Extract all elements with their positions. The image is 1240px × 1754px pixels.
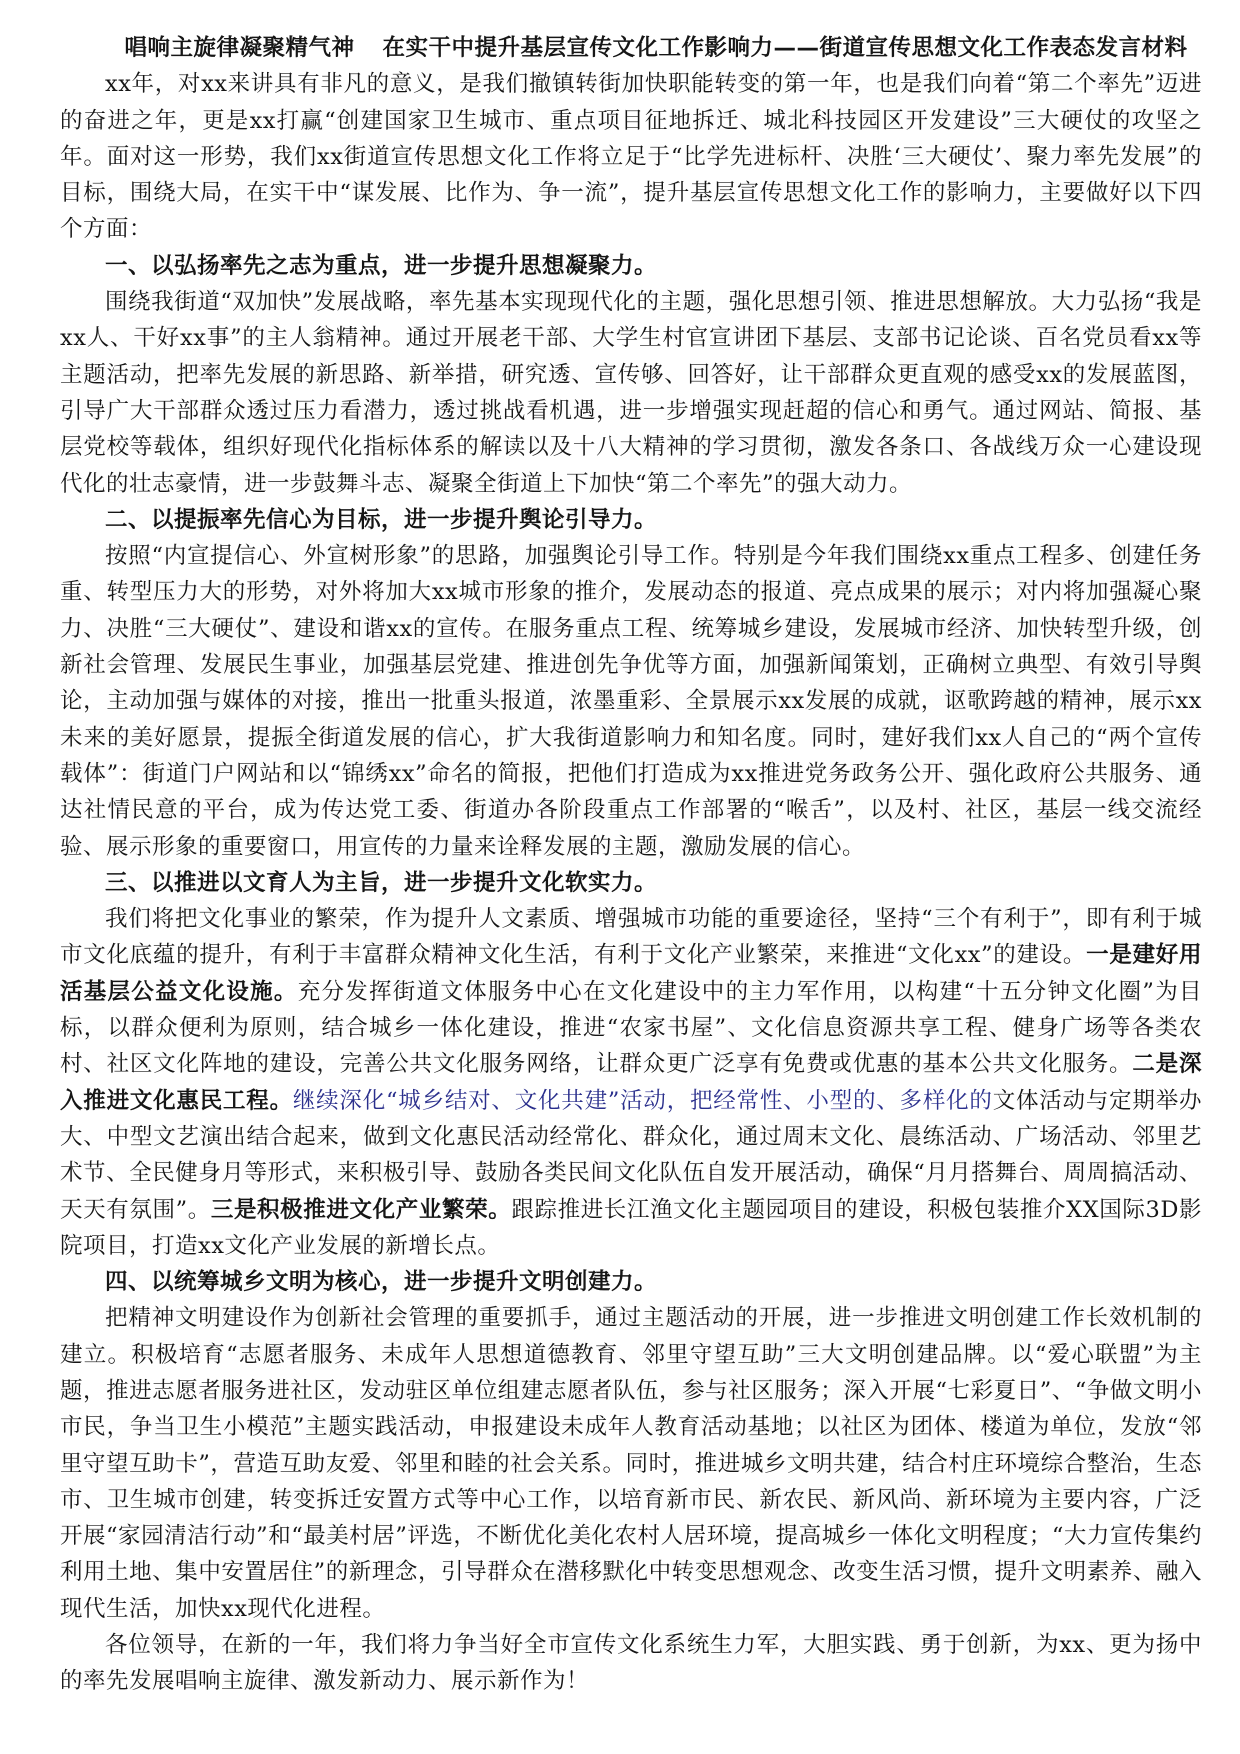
section-3-point-2: 二是深入推进文化惠民工程。 (60, 1051, 1202, 1114)
document-title (60, 30, 1202, 66)
section-3-text-b: 充分发挥街道文体服务中心在文化建设中的主力军作用，以构建“十五分钟文化圈”为目标，以群众便利为原则，结合城乡一体化建设，推进“农家书屋”、文化信息资源共享工程、健身广场等各类农村、社区文化阵地的建设，完善公共文化服务网络，让群众更广泛享有免费或优惠的基本公共文化服务。 (60, 978, 1202, 1078)
section-1-heading: 一、以弘扬率先之志为重点，进一步提升思想凝聚力。 (105, 252, 658, 279)
section-3-text-a: 我们将把文化事业的繁荣，作为提升人文素质、增强城市功能的重要途径，坚持“三个有利于”，即有利于城市文化底蕴的提升，有利于丰富群众精神文化生活，有利于文化产业繁荣，来推进“文化xx”的建设。 (60, 906, 1202, 969)
section-3-point-1: 一是建好用活基层公益文化设施。 (60, 942, 1202, 1005)
title-part-1: 唱响主旋律凝聚精气神 (124, 35, 355, 61)
intro-paragraph: xx年，对xx来讲具有非凡的意义，是我们撤镇转街加快职能转变的第一年，也是我们向着“第二个率先”迈进的奋进之年，更是xx打赢“创建国家卫生城市、重点项目征地拆迁、城北科技园区开发建设”三大硬仗的攻坚之年。面对这一形势，我们xx街道宣传思想文化工作将立足于“比学先进标杆、决胜‘三大硬仗’、聚力率先发展”的目标，围绕大局，在实干中“谋发展、比作为、争一流”，提升基层宣传思想文化工作的影响力，主要做好以下四个方面： (60, 71, 1202, 243)
title-part-2: 在实干中提升基层宣传文化工作影响力——街道宣传思想文化工作表态发言材料 (382, 35, 1188, 61)
section-4-heading: 四、以统筹城乡文明为核心，进一步提升文明创建力。 (105, 1269, 658, 1296)
document-page (60, 30, 1202, 1700)
section-3-point-3: 三是积极推进文化产业繁荣。 (210, 1196, 512, 1223)
closing-paragraph: 各位领导，在新的一年，我们将力争当好全市宣传文化系统生力军，大胆实践、勇于创新，为xx、更为扬中的率先发展唱响主旋律、激发新动力、展示新作为！ (60, 1632, 1202, 1695)
section-2-paragraph: 按照“内宣提信心、外宣树形象”的思路，加强舆论引导工作。特别是今年我们围绕xx重点工程多、创建任务重、转型压力大的形势，对外将加大xx城市形象的推介，发展动态的报道、亮点成果的展示；对内将加强凝心聚力、决胜“三大硬仗”、建设和谐xx的宣传。在服务重点工程、统筹城乡建设，发展城市经济、加快转型升级，创新社会管理、发展民生事业，加强基层党建、推进创先争优等方面，加强新闻策划，正确树立典型、有效引导舆论，主动加强与媒体的对接，推出一批重头报道，浓墨重彩、全景展示xx发展的成就，讴歌跨越的精神，展示xx未来的美好愿景，提振全街道发展的信心，扩大我街道影响力和知名度。同时，建好我们xx人自己的“两个宣传载体”：街道门户网站和以“锦绣xx”命名的简报，把他们打造成为xx推进党务政务公开、强化政府公共服务、通达社情民意的平台，成为传达党工委、街道办各阶段重点工作部署的“喉舌”，以及村、社区，基层一线交流经验、展示形象的重要窗口，用宣传的力量来诠释发展的主题，激励发展的信心。 (60, 543, 1202, 860)
section-3-text-c-highlight: 继续深化“城乡结对、文化共建”活动，把经常性、小型的、多样化的 (292, 1087, 993, 1114)
section-4-paragraph: 把精神文明建设作为创新社会管理的重要抓手，通过主题活动的开展，进一步推进文明创建工作长效机制的建立。积极培育“志愿者服务、未成年人思想道德教育、邻里守望互助”三大文明创建品牌。以“爱心联盟”为主题，推进志愿者服务进社区，发动驻区单位组建志愿者队伍，参与社区服务；深入开展“七彩夏日”、“争做文明小市民，争当卫生小模范”主题实践活动，申报建设未成年人教育活动基地；以社区为团体、楼道为单位，发放“邻里守望互助卡”，营造互助友爱、邻里和睦的社会关系。同时，推进城乡文明共建，结合村庄环境综合整治，生态市、卫生城市创建，转变拆迁安置方式等中心工作，以培育新市民、新农民、新风尚、新环境为主要内容，广泛开展“家园清洁行动”和“最美村居”评选，不断优化美化农村人居环境，提高城乡一体化文明程度；“大力宣传集约利用土地、集中安置居住”的新理念，引导群众在潜移默化中转变思想观念、改变生活习惯，提升文明素养、融入现代生活，加快xx现代化进程。 (60, 1305, 1202, 1622)
section-3-paragraph (60, 901, 1202, 1264)
section-1-paragraph: 围绕我街道“双加快”发展战略，率先基本实现现代化的主题，强化思想引领、推进思想解放。大力弘扬“我是xx人、干好xx事”的主人翁精神。通过开展老干部、大学生村官宣讲团下基层、支部书记论谈、百名党员看xx等主题活动，把率先发展的新思路、新举措，研究透、宣传够、回答好，让干部群众更直观的感受xx的发展蓝图，引导广大干部群众透过压力看潜力，透过挑战看机遇，进一步增强实现赶超的信心和勇气。通过网站、简报、基层党校等载体，组织好现代化指标体系的解读以及十八大精神的学习贯彻，激发各条口、各战线万众一心建设现代化的壮志豪情，进一步鼓舞斗志、凝聚全街道上下加快“第二个率先”的强大动力。 (60, 289, 1202, 497)
section-3-text-d: 跟踪推进长江渔文化主题园项目的建设，积极包装推介XX国际3D影院项目，打造xx文化产业发展的新增长点。 (60, 1196, 1202, 1259)
section-3-text-c: 文体活动与定期举办大、中型文艺演出结合起来，做到文化惠民活动经常化、群众化，通过周末文化、晨练活动、广场活动、邻里艺术节、全民健身月等形式，来积极引导、鼓励各类民间文化队伍自发开展活动，确保“月月搭舞台、周周搞活动、天天有氛围”。 (60, 1087, 1202, 1223)
section-3-heading: 三、以推进以文育人为主旨，进一步提升文化软实力。 (105, 869, 658, 896)
section-2-heading: 二、以提振率先信心为目标，进一步提升舆论引导力。 (105, 506, 658, 533)
